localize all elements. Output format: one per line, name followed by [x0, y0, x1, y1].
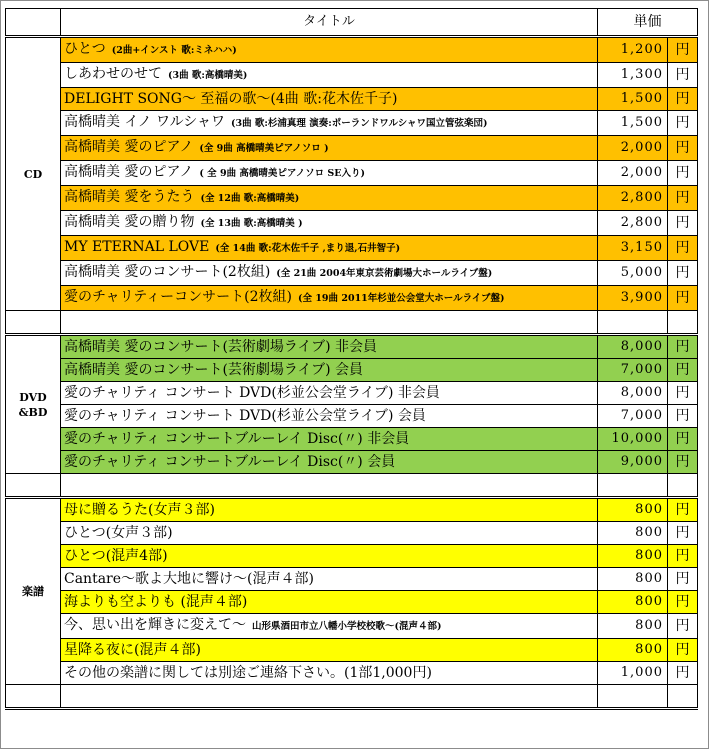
item-title-cell	[61, 335, 598, 359]
cd-row	[6, 88, 698, 111]
item-title: 高橋晴美 愛の贈り物	[64, 214, 195, 230]
item-title-cell	[61, 639, 598, 662]
item-title-cell	[61, 161, 598, 186]
score-row	[6, 591, 698, 614]
item-title-cell	[61, 428, 598, 451]
empty-cell	[61, 474, 598, 498]
dvd-row	[6, 451, 698, 474]
item-yen: 円	[668, 37, 698, 63]
item-title-cell	[61, 614, 598, 639]
header-price: 単価	[598, 9, 698, 37]
item-title-cell	[61, 498, 598, 522]
cd-row	[6, 111, 698, 136]
cd-row	[6, 186, 698, 211]
dvd-row	[6, 335, 698, 359]
item-price: 2,800	[598, 211, 668, 236]
item-title: ひとつ	[64, 41, 106, 57]
item-title-cell	[61, 88, 598, 111]
item-title-cell	[61, 451, 598, 474]
item-note: (全 14曲 歌:花木佐千子 ,まり退,石井智子)	[215, 243, 401, 254]
score-category-text: 楽譜	[22, 585, 44, 598]
item-price: 800	[598, 614, 668, 639]
item-title: 今、思い出を輝きに変えて～	[64, 617, 246, 633]
item-title: ひとつ(女声３部)	[64, 525, 173, 541]
score-category-label	[6, 498, 61, 685]
dvd-category-text: DVD	[19, 390, 47, 404]
item-note: (全 19曲 2011年杉並公会堂大ホールライブ盤)	[298, 293, 505, 304]
item-title: 高橋晴美 イノ ワルシャワ	[64, 114, 226, 130]
cd-row	[6, 37, 698, 63]
item-price: 1,200	[598, 37, 668, 63]
item-yen: 円	[668, 498, 698, 522]
cd-row	[6, 63, 698, 88]
item-title-cell	[61, 359, 598, 382]
item-yen: 円	[668, 451, 698, 474]
cd-row	[6, 211, 698, 236]
cd-category-label	[6, 37, 61, 311]
item-title: 高橋晴美 愛のコンサート(2枚組)	[64, 264, 271, 280]
item-title: 高橋晴美 愛のコンサート(芸術劇場ライブ) 会員	[64, 362, 363, 378]
item-note: (全 9曲 高橋晴美ピアノソロ )	[199, 143, 329, 154]
item-title: 愛のチャリティ コンサート DVD(杉並公会堂ライブ) 非会員	[64, 385, 440, 401]
item-title-cell	[61, 261, 598, 286]
empty-cell	[6, 474, 61, 498]
empty-cell	[6, 311, 61, 335]
item-price: 7,000	[598, 359, 668, 382]
item-yen: 円	[668, 335, 698, 359]
dvd-row	[6, 428, 698, 451]
item-title: ひとつ(混声4部)	[64, 548, 168, 564]
item-title-cell	[61, 211, 598, 236]
score-row	[6, 522, 698, 545]
item-title-cell	[61, 405, 598, 428]
item-yen: 円	[668, 568, 698, 591]
item-note: (全 12曲 歌:高橋晴美)	[200, 193, 300, 204]
item-price: 5,000	[598, 261, 668, 286]
cd-category-text: CD	[23, 167, 43, 181]
item-note: ( 全 9曲 高橋晴美ピアノソロ SE入り)	[199, 168, 366, 179]
header-category-cell	[6, 9, 61, 37]
dvd-row	[6, 382, 698, 405]
item-title-cell	[61, 545, 598, 568]
item-note: (3曲 歌:高橋晴美)	[168, 70, 248, 81]
item-title: MY ETERNAL LOVE	[64, 239, 210, 255]
item-price: 2,000	[598, 161, 668, 186]
empty-cell	[668, 685, 698, 709]
item-price: 1,500	[598, 88, 668, 111]
item-title-cell	[61, 522, 598, 545]
header-title: タイトル	[61, 9, 598, 37]
item-title: 愛のチャリティーコンサート(2枚組)	[64, 289, 293, 305]
item-yen: 円	[668, 614, 698, 639]
item-price: 1,500	[598, 111, 668, 136]
item-yen: 円	[668, 382, 698, 405]
item-title: 愛のチャリティ コンサートブルーレイ Disc(〃) 非会員	[64, 431, 410, 447]
item-note: 山形県酒田市立八幡小学校校歌～(混声４部)	[252, 621, 442, 632]
item-title-cell	[61, 111, 598, 136]
item-note: (3曲 歌:杉浦真理 演奏:ポーランドワルシャワ国立管弦楽団)	[231, 118, 488, 129]
dvd-category-text: &BD	[18, 405, 48, 419]
item-title: 星降る夜に(混声４部)	[64, 642, 201, 658]
item-price: 10,000	[598, 428, 668, 451]
item-yen: 円	[668, 211, 698, 236]
item-title: Cantare～歌よ大地に響け～(混声４部)	[64, 571, 314, 587]
empty-cell	[598, 311, 668, 335]
item-price: 800	[598, 591, 668, 614]
item-title: 愛のチャリティ コンサート DVD(杉並公会堂ライブ) 会員	[64, 408, 426, 424]
item-yen: 円	[668, 111, 698, 136]
item-note: (全 21曲 2004年東京芸術劇場大ホールライブ盤)	[276, 268, 493, 279]
score-row	[6, 614, 698, 639]
empty-cell	[6, 685, 61, 709]
item-price: 1,000	[598, 662, 668, 685]
item-price: 2,000	[598, 136, 668, 161]
item-title-cell	[61, 591, 598, 614]
item-note: (全 13曲 歌:高橋晴美 )	[200, 218, 303, 229]
price-table	[5, 8, 698, 710]
item-title: 高橋晴美 愛のコンサート(芸術劇場ライブ) 非会員	[64, 339, 377, 355]
item-yen: 円	[668, 186, 698, 211]
item-price: 1,300	[598, 63, 668, 88]
item-price: 8,000	[598, 335, 668, 359]
empty-cell	[668, 474, 698, 498]
item-title: 愛のチャリティ コンサートブルーレイ Disc(〃) 会員	[64, 454, 396, 470]
empty-cell	[598, 474, 668, 498]
item-price: 800	[598, 522, 668, 545]
item-note: (2曲+インスト 歌:ミネハハ)	[111, 45, 237, 56]
item-yen: 円	[668, 161, 698, 186]
cd-row	[6, 236, 698, 261]
cd-row	[6, 161, 698, 186]
section-separator-row	[6, 474, 698, 498]
score-row	[6, 568, 698, 591]
item-title-cell	[61, 382, 598, 405]
item-title-cell	[61, 37, 598, 63]
item-title: 母に贈るうた(女声３部)	[64, 502, 215, 518]
item-price: 800	[598, 498, 668, 522]
item-title-cell	[61, 286, 598, 311]
dvd-category-label	[6, 335, 61, 474]
cd-row	[6, 261, 698, 286]
item-price: 800	[598, 568, 668, 591]
empty-cell	[668, 311, 698, 335]
item-price: 2,800	[598, 186, 668, 211]
item-title: DELIGHT SONG～ 至福の歌～(4曲 歌:花木佐千子)	[64, 91, 398, 107]
item-yen: 円	[668, 591, 698, 614]
item-yen: 円	[668, 63, 698, 88]
section-separator-row	[6, 311, 698, 335]
score-row	[6, 545, 698, 568]
dvd-row	[6, 405, 698, 428]
header-row	[6, 9, 698, 37]
item-price: 3,150	[598, 236, 668, 261]
item-yen: 円	[668, 522, 698, 545]
item-yen: 円	[668, 359, 698, 382]
score-row	[6, 662, 698, 685]
item-yen: 円	[668, 662, 698, 685]
item-title-cell	[61, 136, 598, 161]
item-yen: 円	[668, 286, 698, 311]
item-price: 7,000	[598, 405, 668, 428]
item-yen: 円	[668, 236, 698, 261]
cd-row	[6, 136, 698, 161]
item-yen: 円	[668, 428, 698, 451]
item-title-cell	[61, 662, 598, 685]
empty-cell	[61, 311, 598, 335]
item-yen: 円	[668, 545, 698, 568]
item-price: 800	[598, 545, 668, 568]
empty-cell	[61, 685, 598, 709]
item-price: 9,000	[598, 451, 668, 474]
item-price: 8,000	[598, 382, 668, 405]
score-row	[6, 498, 698, 522]
item-yen: 円	[668, 88, 698, 111]
item-title: 高橋晴美 愛のピアノ	[64, 164, 194, 180]
cd-row	[6, 286, 698, 311]
item-price: 800	[598, 639, 668, 662]
item-title-cell	[61, 63, 598, 88]
item-title: しあわせのせて	[64, 66, 162, 82]
item-yen: 円	[668, 261, 698, 286]
item-yen: 円	[668, 405, 698, 428]
item-title-cell	[61, 568, 598, 591]
section-separator-row	[6, 685, 698, 709]
item-yen: 円	[668, 639, 698, 662]
item-title: 高橋晴美 愛のピアノ	[64, 139, 194, 155]
item-price: 3,900	[598, 286, 668, 311]
item-title: 高橋晴美 愛をうたう	[64, 189, 195, 205]
item-title: その他の楽譜に関しては別途ご連絡下さい。(1部1,000円)	[64, 665, 432, 681]
item-yen: 円	[668, 136, 698, 161]
item-title-cell	[61, 186, 598, 211]
item-title-cell	[61, 236, 598, 261]
score-row	[6, 639, 698, 662]
item-title: 海よりも空よりも (混声４部)	[64, 594, 248, 610]
empty-cell	[598, 685, 668, 709]
dvd-row	[6, 359, 698, 382]
